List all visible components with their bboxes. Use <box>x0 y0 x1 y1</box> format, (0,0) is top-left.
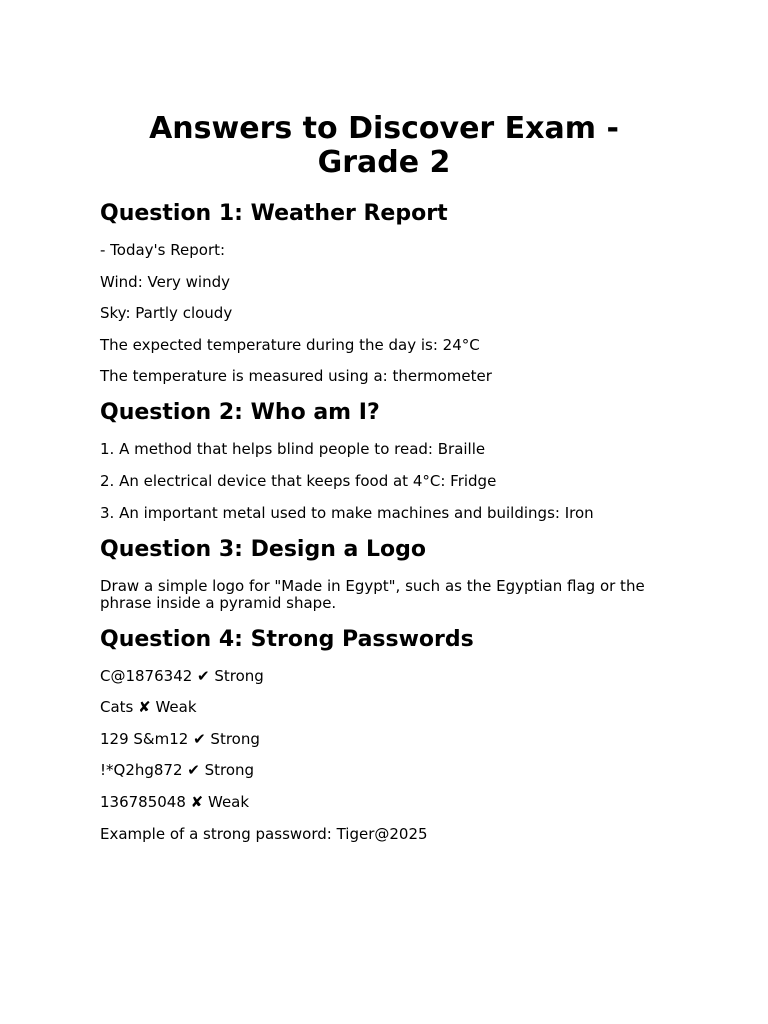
answer-line: Wind: Very windy <box>100 272 230 291</box>
password-line: 129 S&m12 ✔ Strong <box>100 729 260 748</box>
answer-line: - Today's Report: <box>100 241 226 259</box>
answer-line: 1. A method that helps blind people to read: Braille <box>100 440 486 459</box>
answer-line: The expected temperature during the day is: 24°C <box>100 335 480 354</box>
password-line: Cats ✘ Weak <box>100 698 197 717</box>
answer-line: 2. An electrical device that keeps food at 4°C: Fridge <box>100 471 497 490</box>
section-heading: Question 1: Weather Report <box>100 201 448 226</box>
password-example: Example of a strong password: Tiger@2025 <box>100 824 428 843</box>
answer-line: The temperature is measured using a: thermometer <box>100 367 492 386</box>
password-line: 136785048 ✘ Weak <box>100 792 250 811</box>
password-line: !*Q2hg872 ✔ Strong <box>100 761 255 780</box>
document-title: Answers to Discover Exam - Grade 2 <box>149 111 619 180</box>
section-question-4 <box>100 627 668 843</box>
document-content <box>100 112 668 858</box>
section-heading: Question 4: Strong Passwords <box>100 626 474 652</box>
answer-line: 3. An important metal used to make machines and buildings: Iron <box>100 503 594 522</box>
section-heading: Question 3: Design a Logo <box>100 536 427 562</box>
section-heading: Question 2: Who am I? <box>100 400 380 426</box>
section-question-2 <box>100 400 668 521</box>
section-question-1 <box>100 201 668 385</box>
section-question-3 <box>100 537 668 612</box>
password-line: C@1876342 ✔ Strong <box>100 666 264 685</box>
answer-line: Sky: Partly cloudy <box>100 304 233 323</box>
answer-paragraph: Draw a simple logo for "Made in Egypt", such as the Egyptian flag or the phrase inside a pyramid shape. <box>100 576 645 612</box>
